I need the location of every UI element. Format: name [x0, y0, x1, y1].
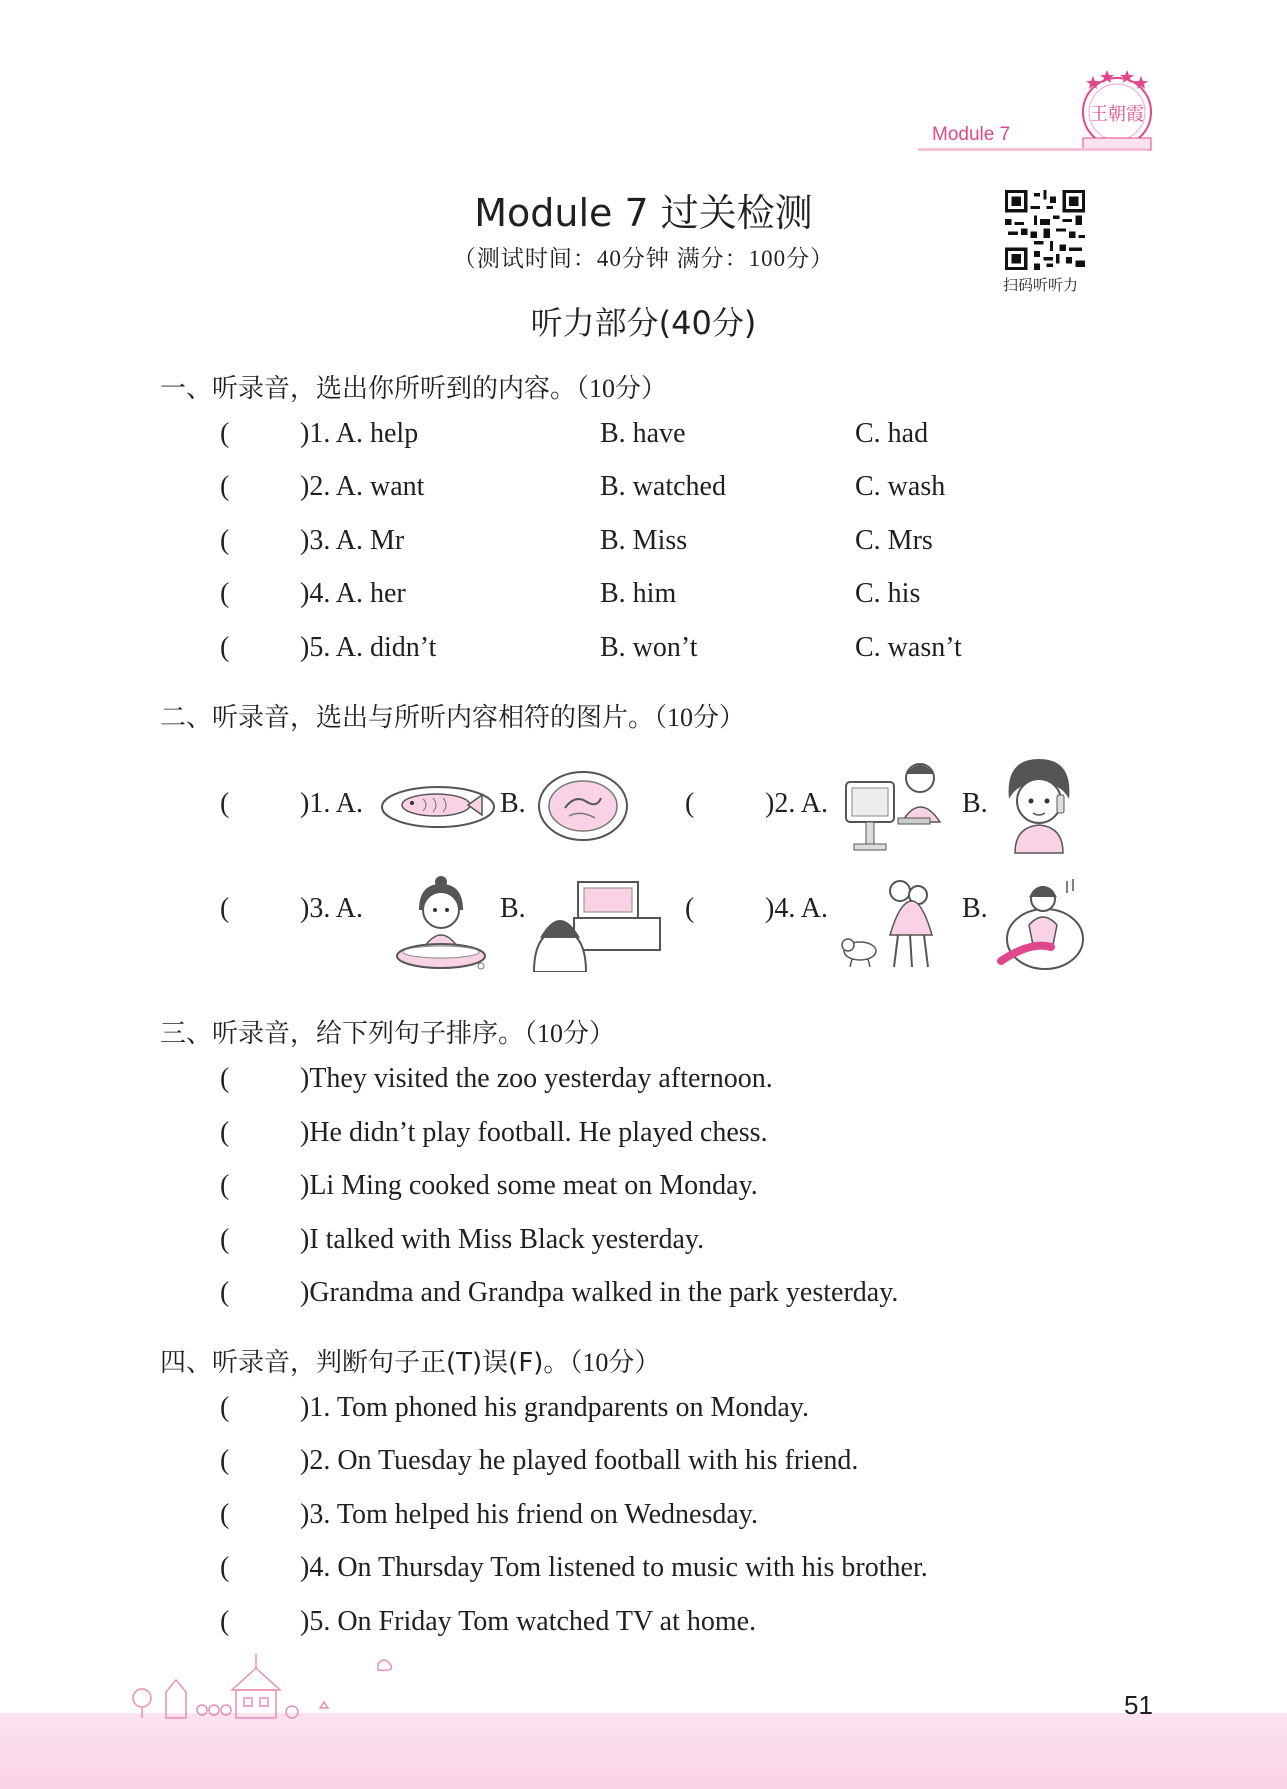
- fish-picture-icon[interactable]: [378, 775, 498, 835]
- sentence-text: )Grandma and Grandpa walked in the park yesterday.: [300, 1277, 899, 1308]
- question-option-b: B. won’t: [600, 632, 698, 663]
- picture-question-4-option-b: B.: [962, 893, 988, 924]
- answer-blank-open[interactable]: (: [220, 418, 230, 449]
- answer-blank-open[interactable]: (: [685, 788, 695, 819]
- part-title: 听力部分(40分): [530, 304, 757, 342]
- picture-question-1-option-b: B.: [500, 788, 526, 819]
- question-option-a: )2. A. want: [300, 471, 425, 502]
- answer-blank-open[interactable]: (: [220, 1224, 230, 1255]
- footer-band: [0, 1713, 1287, 1789]
- test-info: （测试时间：40分钟 满分：100分）: [452, 246, 835, 271]
- statement-text: )5. On Friday Tom watched TV at home.: [300, 1606, 757, 1637]
- section-4-score: （10分）: [569, 1348, 661, 1377]
- walking-dog-picture-icon[interactable]: [838, 875, 950, 975]
- qr-code-icon[interactable]: [1005, 190, 1085, 270]
- section-1-score: （10分）: [576, 374, 668, 403]
- picture-question-2-option-b: B.: [962, 788, 988, 819]
- question-option-b: B. him: [600, 578, 677, 609]
- question-option-a: )5. A. didn’t: [300, 632, 437, 663]
- section-1-heading-text: 一、听录音，选出你所听到的内容。: [160, 374, 577, 404]
- sentence-text: )I talked with Miss Black yesterday.: [300, 1224, 705, 1255]
- section-3-heading-text: 三、听录音，给下列句子排序。: [160, 1019, 525, 1049]
- picture-question-4-label: )4. A.: [765, 893, 828, 924]
- question-option-c: C. his: [855, 578, 921, 609]
- page-number: 51: [1124, 1690, 1153, 1720]
- answer-blank-open[interactable]: (: [220, 1499, 230, 1530]
- answer-blank-open[interactable]: (: [220, 1277, 230, 1308]
- brand-badge-logo: [1075, 62, 1159, 156]
- question-option-b: B. have: [600, 418, 686, 449]
- answer-blank-open[interactable]: (: [220, 1445, 230, 1476]
- answer-blank-open[interactable]: (: [220, 632, 230, 663]
- question-option-a: )1. A. help: [300, 418, 419, 449]
- sentence-text: )He didn’t play football. He played chess.: [300, 1117, 768, 1148]
- module-tag-underline: [918, 148, 1148, 151]
- sentence-text: )They visited the zoo yesterday afternoon.: [300, 1063, 773, 1094]
- meat-bowl-picture-icon[interactable]: [535, 768, 631, 844]
- picture-question-3-label: )3. A.: [300, 893, 363, 924]
- section-1-heading: [160, 368, 667, 405]
- town-decoration-icon: [120, 1650, 480, 1720]
- module-tag: Module 7: [932, 124, 1011, 145]
- answer-blank-open[interactable]: (: [220, 1606, 230, 1637]
- page-title: Module 7 过关检测: [474, 191, 813, 235]
- question-option-b: B. watched: [600, 471, 726, 502]
- answer-blank-open[interactable]: (: [220, 1063, 230, 1094]
- answer-blank-open[interactable]: (: [220, 1170, 230, 1201]
- answer-blank-open[interactable]: (: [220, 1117, 230, 1148]
- statement-text: )3. Tom helped his friend on Wednesday.: [300, 1499, 758, 1530]
- statement-text: )1. Tom phoned his grandparents on Monday.: [300, 1392, 809, 1423]
- answer-blank-open[interactable]: (: [685, 893, 695, 924]
- qr-caption: 扫码听听力: [1003, 276, 1079, 294]
- boy-computer-picture-icon[interactable]: [840, 752, 950, 856]
- statement-text: )4. On Thursday Tom listened to music with his brother.: [300, 1552, 928, 1583]
- girl-phone-picture-icon[interactable]: [1003, 755, 1075, 855]
- picture-question-1-label: )1. A.: [300, 788, 363, 819]
- answer-blank-open[interactable]: (: [220, 893, 230, 924]
- sentence-text: )Li Ming cooked some meat on Monday.: [300, 1170, 758, 1201]
- answer-blank-open[interactable]: (: [220, 578, 230, 609]
- girl-music-picture-icon[interactable]: [995, 875, 1087, 975]
- question-option-c: C. wasn’t: [855, 632, 962, 663]
- section-4-heading-text: 四、听录音，判断句子正(T)误(F)。: [160, 1348, 570, 1378]
- answer-blank-open[interactable]: (: [220, 525, 230, 556]
- question-option-c: C. Mrs: [855, 525, 933, 556]
- question-option-c: C. had: [855, 418, 929, 449]
- answer-blank-open[interactable]: (: [220, 1392, 230, 1423]
- section-2-score: （10分）: [654, 703, 746, 732]
- statement-text: )2. On Tuesday he played football with his friend.: [300, 1445, 859, 1476]
- question-option-c: C. wash: [855, 471, 946, 502]
- watching-tv-picture-icon[interactable]: [530, 878, 662, 972]
- question-option-a: )3. A. Mr: [300, 525, 405, 556]
- answer-blank-open[interactable]: (: [220, 788, 230, 819]
- girl-washing-picture-icon[interactable]: [385, 870, 495, 974]
- section-2-heading-text: 二、听录音，选出与所听内容相符的图片。: [160, 703, 655, 733]
- picture-question-3-option-b: B.: [500, 893, 526, 924]
- answer-blank-open[interactable]: (: [220, 1552, 230, 1583]
- picture-question-2-label: )2. A.: [765, 788, 828, 819]
- question-option-b: B. Miss: [600, 525, 688, 556]
- badge-text: 王朝霞: [1090, 104, 1144, 125]
- section-4-heading: [160, 1342, 660, 1379]
- section-3-heading: [160, 1013, 615, 1050]
- question-option-a: )4. A. her: [300, 578, 406, 609]
- section-3-score: （10分）: [524, 1019, 616, 1048]
- answer-blank-open[interactable]: (: [220, 471, 230, 502]
- section-2-heading: [160, 697, 745, 734]
